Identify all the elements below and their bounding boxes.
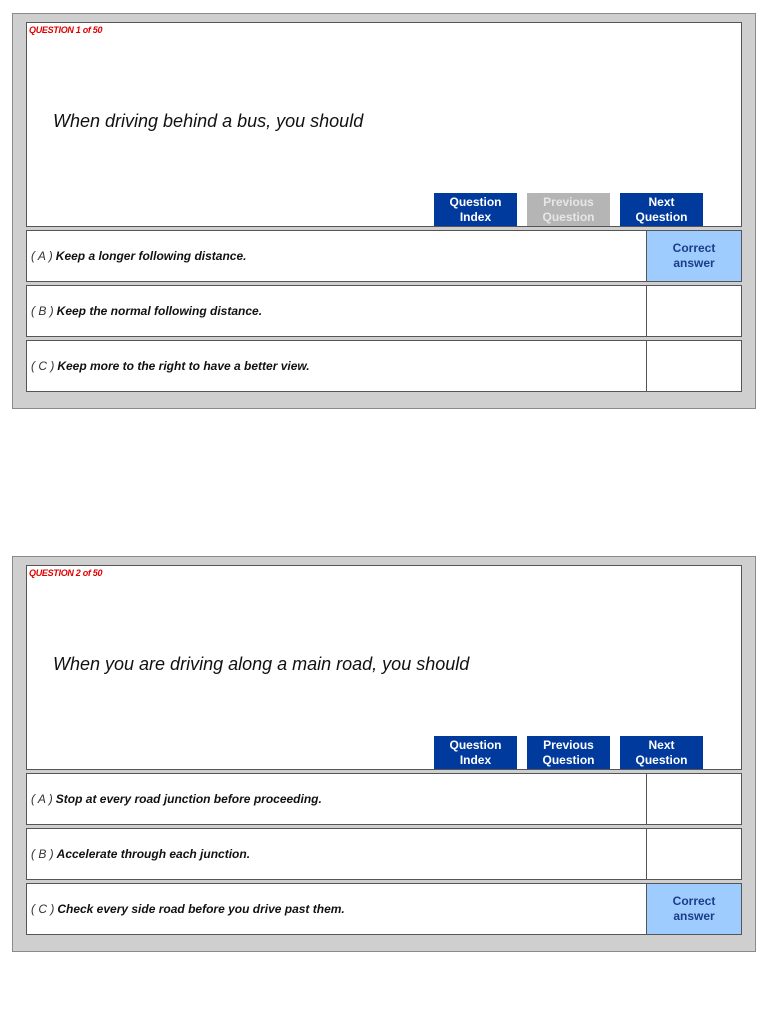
answer-status-cell xyxy=(647,774,741,824)
answer-letter: ( B ) xyxy=(31,847,54,861)
nav-buttons xyxy=(434,736,703,769)
answer-text: Keep more to the right to have a better view. xyxy=(57,359,310,373)
question-panel xyxy=(26,22,742,227)
previous-question-button: Previous Question xyxy=(527,193,610,226)
answer-row-b xyxy=(26,828,742,880)
answer-letter: ( C ) xyxy=(31,902,55,916)
answer-text: Keep a longer following distance. xyxy=(55,249,247,263)
answer-row-a xyxy=(26,773,742,825)
answer-option-b[interactable] xyxy=(27,829,647,879)
question-index-button[interactable]: Question Index xyxy=(434,193,517,226)
answer-text: Check every side road before you drive past them. xyxy=(57,902,345,916)
answer-text: Stop at every road junction before proceeding. xyxy=(55,792,322,806)
question-card-1 xyxy=(12,13,756,409)
answer-row-a xyxy=(26,230,742,282)
answer-text: Keep the normal following distance. xyxy=(56,304,263,318)
answer-status-cell xyxy=(647,341,741,391)
question-panel xyxy=(26,565,742,770)
answer-option-a[interactable] xyxy=(27,231,647,281)
answer-option-b[interactable] xyxy=(27,286,647,336)
answer-row-b xyxy=(26,285,742,337)
answer-letter: ( B ) xyxy=(31,304,54,318)
nav-buttons xyxy=(434,193,703,226)
question-counter: QUESTION 1 of 50 xyxy=(29,25,103,35)
answer-row-c xyxy=(26,340,742,392)
question-card-2 xyxy=(12,556,756,952)
next-question-button[interactable]: Next Question xyxy=(620,193,703,226)
answer-status-cell xyxy=(647,286,741,336)
answer-option-c[interactable] xyxy=(27,884,647,934)
answer-status-cell xyxy=(647,829,741,879)
next-question-button[interactable]: Next Question xyxy=(620,736,703,769)
correct-answer-badge: Correct answer xyxy=(647,231,741,281)
question-text: When you are driving along a main road, you should xyxy=(53,654,470,674)
answer-option-a[interactable] xyxy=(27,774,647,824)
answer-text: Accelerate through each junction. xyxy=(56,847,251,861)
answer-option-c[interactable] xyxy=(27,341,647,391)
previous-question-button[interactable]: Previous Question xyxy=(527,736,610,769)
question-text: When driving behind a bus, you should xyxy=(53,111,364,131)
correct-answer-badge: Correct answer xyxy=(647,884,741,934)
answer-row-c xyxy=(26,883,742,935)
answer-letter: ( A ) xyxy=(31,249,53,263)
answer-letter: ( C ) xyxy=(31,359,55,373)
answer-letter: ( A ) xyxy=(31,792,53,806)
question-index-button[interactable]: Question Index xyxy=(434,736,517,769)
question-counter: QUESTION 2 of 50 xyxy=(29,568,103,578)
